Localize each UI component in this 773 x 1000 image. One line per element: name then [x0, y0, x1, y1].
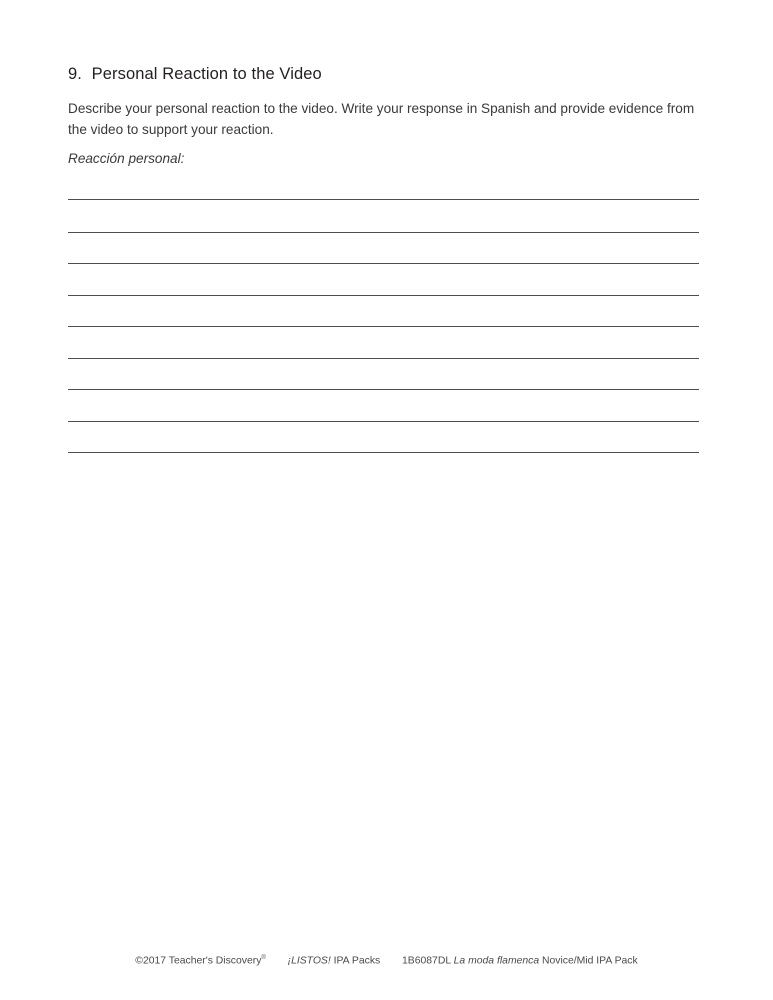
footer-series-title: ¡LISTOS! [287, 955, 331, 967]
question-instructions: Describe your personal reaction to the video. Write your response in Spanish and provide evidence from the video to support your reaction. [68, 101, 695, 137]
footer-series-suffix: IPA Packs [333, 955, 381, 967]
writing-line[interactable] [68, 326, 699, 358]
writing-line[interactable] [68, 199, 699, 200]
writing-line[interactable] [68, 232, 699, 264]
question-heading [68, 65, 322, 84]
writing-line[interactable] [68, 421, 699, 453]
footer-copyright: ©2017 Teacher's Discovery [135, 955, 262, 967]
question-number: 9. [68, 65, 82, 83]
writing-line[interactable] [68, 389, 699, 421]
writing-line[interactable] [68, 295, 699, 327]
question-title: Personal Reaction to the Video [91, 65, 322, 83]
footer-product-suffix: Novice/Mid IPA Pack [542, 955, 638, 967]
response-label: Reacción personal: [68, 151, 185, 166]
writing-line[interactable] [68, 263, 699, 295]
registered-mark: ® [261, 955, 266, 961]
writing-line[interactable] [68, 358, 699, 390]
footer-product-code: 1B6087DL [402, 955, 451, 967]
page-footer [0, 955, 773, 966]
response-writing-area[interactable] [68, 199, 699, 484]
footer-product-title: La moda flamenca [453, 955, 540, 967]
writing-line[interactable] [68, 452, 699, 484]
